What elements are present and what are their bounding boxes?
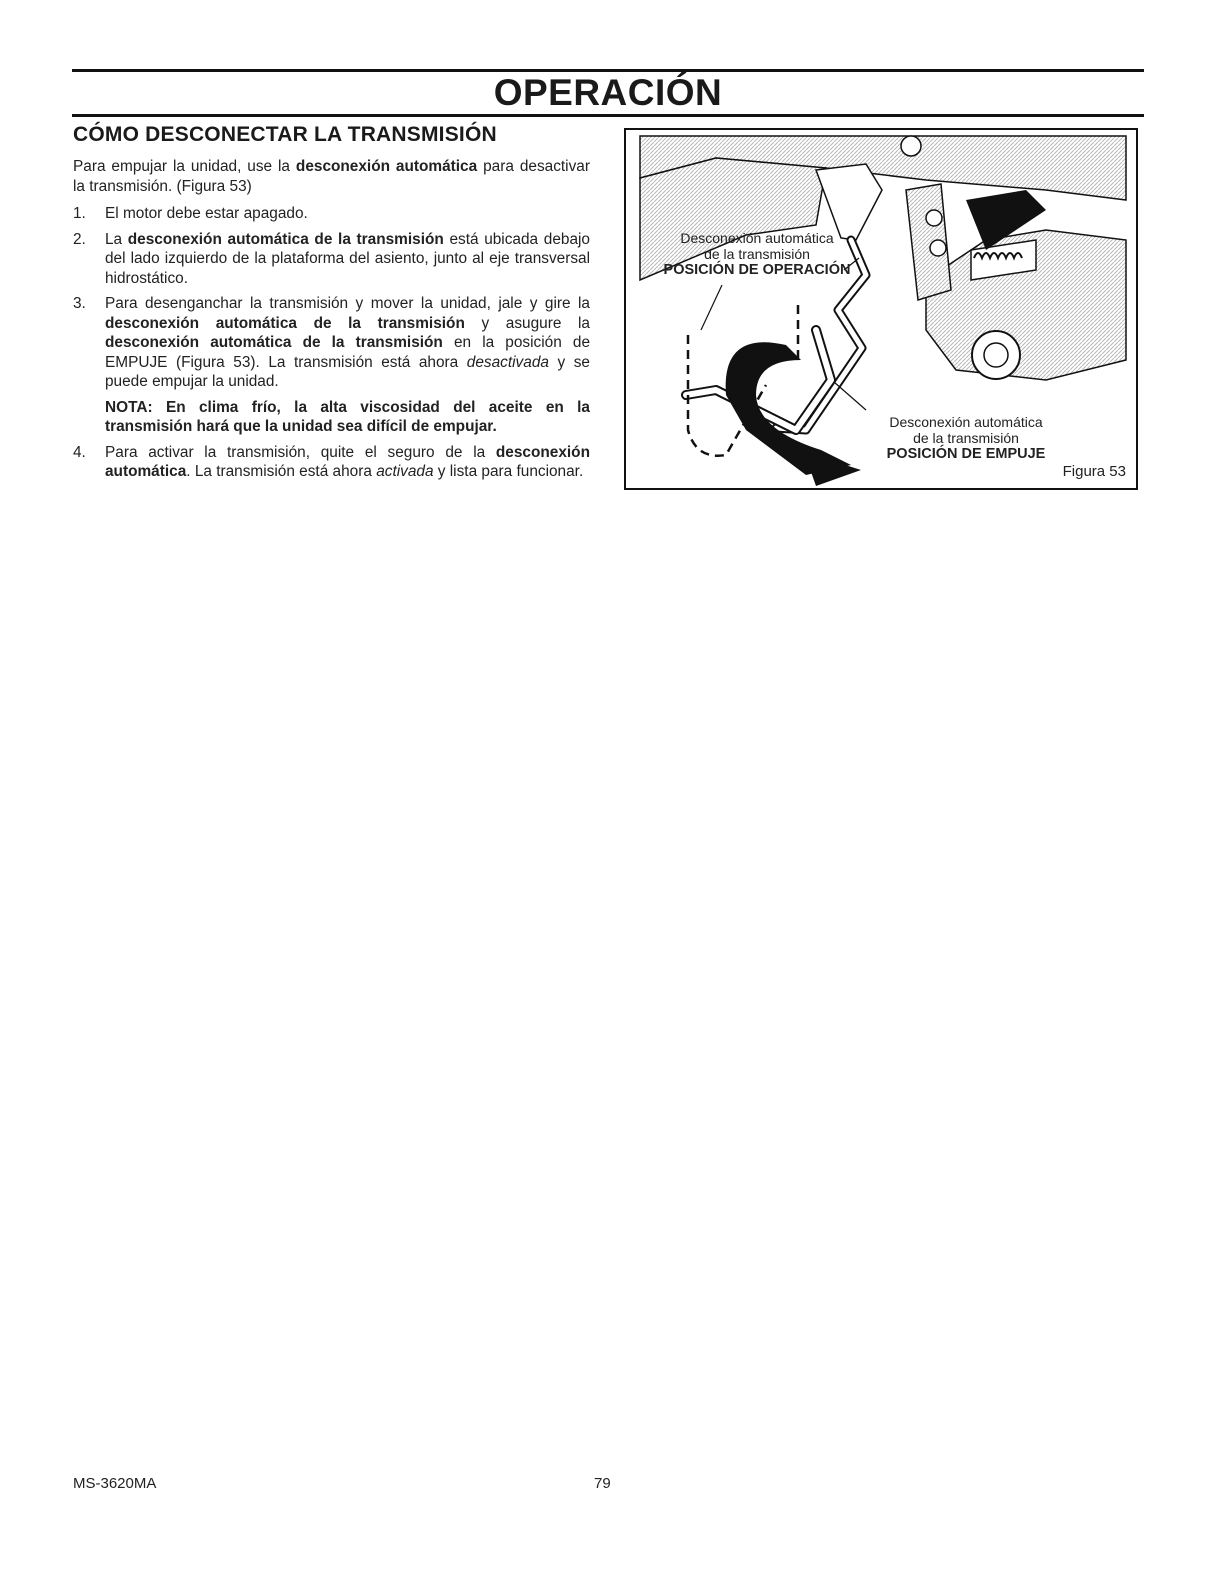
step-text-italic: activada (376, 463, 434, 480)
figure-caption: Figura 53 (1062, 463, 1126, 480)
step-text-bold: desconexión automática (105, 443, 590, 480)
footer-model-code: MS-3620MA (73, 1475, 157, 1492)
step-text-bold: desconexión automática de la transmisión (105, 314, 465, 332)
step-text-italic: desactivada (466, 353, 549, 371)
step-text-end: está ubicada debajo del lado izquierdo de la plataforma del asiento, junto al eje transversal hidrostático. (105, 230, 590, 287)
intro-text-bold: desconexión automática (295, 158, 478, 175)
intro-text-start: Para empujar la unidad, use la (73, 158, 296, 175)
step-text-part: y asugure la (464, 314, 590, 332)
op-label-line1: Desconexión automática (680, 230, 834, 246)
push-label-position: POSICIÓN DE EMPUJE (886, 446, 1046, 462)
push-position-label (866, 414, 1066, 462)
step-text-part: y se puede empujar la unidad. (105, 353, 590, 390)
step-text-bold: desconexión automática de la transmisión (127, 230, 444, 248)
op-label-line2: de la transmisión (704, 246, 810, 262)
step-item-2 (73, 230, 590, 289)
step-text-bold: desconexión automática de la transmisión (105, 334, 443, 351)
step-number: 3. (73, 295, 86, 312)
operating-position-label (632, 230, 882, 278)
figure-53 (624, 128, 1138, 490)
step-text-start: La (105, 230, 128, 248)
step-number: 2. (73, 230, 86, 248)
section-title: CÓMO DESCONECTAR LA TRANSMISIÓN (73, 123, 497, 146)
op-label-position: POSICIÓN DE OPERACIÓN (663, 262, 851, 278)
cold-weather-note: NOTA: En clima frío, la alta viscosidad del aceite en la transmisión hará que la unidad sea difícil de empujar. (105, 398, 590, 435)
instructions-column (73, 122, 590, 488)
step-text-part: Para desenganchar la transmisión y mover la unidad, jale y gire la (105, 295, 590, 312)
transmission-housing-shape (926, 230, 1126, 380)
step-text-part: y lista para funcionar. (433, 463, 584, 480)
steps-list (73, 204, 590, 482)
push-label-line2: de la transmisión (913, 430, 1019, 446)
step-number: 4. (73, 443, 86, 461)
footer-page-number: 79 (594, 1475, 611, 1492)
section-body (73, 157, 590, 482)
page-title: OPERACIÓN (493, 72, 723, 113)
rotation-arrow-shape (726, 342, 861, 486)
intro-paragraph (73, 157, 590, 196)
step-text-part: en la posición de EMPUJE (Figura 53). La transmisión está ahora (105, 334, 590, 371)
step-item-4 (73, 443, 590, 482)
step-text-part: . La transmisión está ahora (186, 463, 377, 480)
header-rule-bottom (72, 114, 1144, 117)
step-text-part: Para activar la transmisión, quite el seguro de la (105, 443, 496, 461)
step-text: El motor debe estar apagado. (105, 205, 308, 222)
push-label-line1: Desconexión automática (889, 414, 1043, 430)
step-number: 1. (73, 205, 86, 222)
intro-text-end: para desactivar la transmisión. (Figura 53) (73, 158, 590, 195)
step-item-1 (73, 204, 590, 224)
step-item-3 (73, 294, 590, 437)
